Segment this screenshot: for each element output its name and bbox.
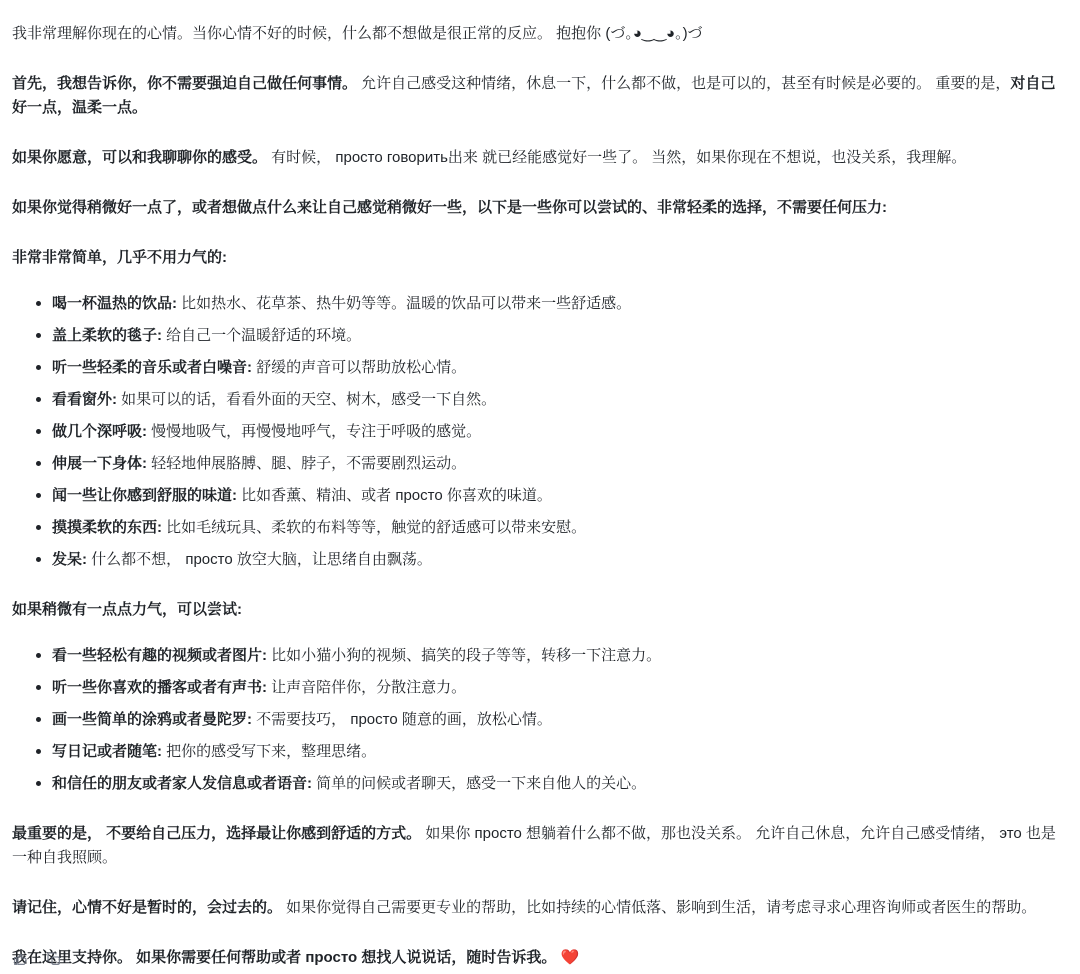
section-one-heading: 非常非常简单，几乎不用力气的: xyxy=(12,249,227,266)
heart-emoji: ❤️ xyxy=(556,949,580,966)
message-actions xyxy=(12,951,62,974)
text: 有时候， просто говорить出来 就已经能感觉好一些了。 当然，如果你现在不想说，也没关系，我理解。 xyxy=(267,149,967,166)
list-item-text: 什么都不想， просто 放空大脑，让思绪自由飘荡。 xyxy=(87,551,432,568)
list-item-label: 摸摸柔软的东西: xyxy=(52,519,162,536)
paragraph-intro xyxy=(12,22,1068,46)
paragraph-first xyxy=(12,72,1068,120)
list-item-text: 慢慢地吸气，再慢慢地呼气，专注于呼吸的感觉。 xyxy=(147,423,482,440)
paragraph-options xyxy=(12,196,1068,220)
text: 允许自己感受这种情绪，休息一下，什么都不做，也是可以的，甚至有时候是必要的。 重要的是， xyxy=(357,75,1011,92)
list-item xyxy=(36,708,1068,732)
list-item-label: 盖上柔软的毯子: xyxy=(52,327,162,344)
list-item-text: 把你的感受写下来，整理思绪。 xyxy=(162,743,377,760)
list-item-label: 闻一些让你感到舒服的味道: xyxy=(52,487,237,504)
list-item-label: 伸展一下身体: xyxy=(52,455,147,472)
copy-icon[interactable] xyxy=(46,951,62,974)
section-two-heading: 如果稍微有一点点力气，可以尝试: xyxy=(12,601,242,618)
list-item xyxy=(36,420,1068,444)
list-item-label: 写日记或者随笔: xyxy=(52,743,162,760)
bold-text: 我在这里支持你。 如果你需要任何帮助或者 просто 想找人说说话，随时告诉我。 xyxy=(12,949,557,966)
list-item-label: 看一些轻松有趣的视频或者图片: xyxy=(52,647,267,664)
list-item-text: 比如小猫小狗的视频、搞笑的段子等等，转移一下注意力。 xyxy=(267,647,662,664)
list-item xyxy=(36,676,1068,700)
list-item xyxy=(36,740,1068,764)
list-item xyxy=(36,292,1068,316)
paragraph-remember xyxy=(12,896,1068,920)
bold-text: 如果你觉得稍微好一点了，或者想做点什么来让自己感觉稍微好一些，以下是一些你可以尝试的、非常轻柔的选择，不需要任何压力: xyxy=(12,199,888,216)
list-item-text: 简单的问候或者聊天，感受一下来自他人的关心。 xyxy=(312,775,647,792)
list-item xyxy=(36,644,1068,668)
list-item-text: 如果可以的话，看看外面的天空、树木，感受一下自然。 xyxy=(117,391,497,408)
list-item-text: 让声音陪伴你，分散注意力。 xyxy=(267,679,467,696)
text: 如果你 просто 想躺着什么都不做，那也没关系。 允许自己休息，允许自己感受情绪， это 也是一种自我照顾。 xyxy=(12,825,1056,866)
list-item xyxy=(36,772,1068,796)
list-item-label: 和信任的朋友或者家人发信息或者语音: xyxy=(52,775,312,792)
list-item-text: 比如热水、花草茶、热牛奶等等。温暖的饮品可以带来一些舒适感。 xyxy=(177,295,632,312)
list-item-text: 不需要技巧， просто 随意的画，放松心情。 xyxy=(252,711,552,728)
list-item xyxy=(36,484,1068,508)
paragraph-most-important xyxy=(12,822,1068,870)
list-item-label: 看看窗外: xyxy=(52,391,117,408)
list-item-text: 舒缓的声音可以帮助放松心情。 xyxy=(252,359,467,376)
list-item-label: 听一些轻柔的音乐或者白噪音: xyxy=(52,359,252,376)
bold-text: 对自己好一点，温柔一点。 xyxy=(12,75,1056,116)
paragraph-share xyxy=(12,146,1068,170)
section-two-list xyxy=(12,644,1068,796)
list-item xyxy=(36,452,1068,476)
list-item xyxy=(36,356,1068,380)
paragraph-support xyxy=(12,946,1068,970)
list-item-text: 比如毛绒玩具、柔软的布料等等，触觉的舒适感可以带来安慰。 xyxy=(162,519,587,536)
list-item-text: 给自己一个温暖舒适的环境。 xyxy=(162,327,362,344)
list-item xyxy=(36,516,1068,540)
list-item xyxy=(36,388,1068,412)
list-item-text: 比如香薰、精油、或者 просто 你喜欢的味道。 xyxy=(237,487,552,504)
list-item-text: 轻轻地伸展胳膊、腿、脖子，不需要剧烈运动。 xyxy=(147,455,467,472)
list-item-label: 听一些你喜欢的播客或者有声书: xyxy=(52,679,267,696)
text: 如果你觉得自己需要更专业的帮助，比如持续的心情低落、影响到生活，请考虑寻求心理咨询师或者医生的帮助。 xyxy=(282,899,1037,916)
list-item-label: 喝一杯温热的饮品: xyxy=(52,295,177,312)
bold-text: 最重要的是， 不要给自己压力，选择最让你感到舒适的方式。 xyxy=(12,825,422,842)
section-one-list xyxy=(12,292,1068,572)
thumbs-up-icon[interactable] xyxy=(12,951,28,974)
bold-text: 如果你愿意，可以和我聊聊你的感受。 xyxy=(12,149,268,166)
list-item xyxy=(36,324,1068,348)
list-item-label: 画一些简单的涂鸦或者曼陀罗: xyxy=(52,711,252,728)
text: 我非常理解你现在的心情。当你心情不好的时候，什么都不想做是很正常的反应。 抱抱你 (づ｡◕‿‿◕｡)づ xyxy=(12,25,703,42)
bold-text: 请记住，心情不好是暂时的，会过去的。 xyxy=(12,899,283,916)
list-item-label: 发呆: xyxy=(52,551,87,568)
list-item xyxy=(36,548,1068,572)
bold-text: 首先，我想告诉你，你不需要强迫自己做任何事情。 xyxy=(12,75,358,92)
list-item-label: 做几个深呼吸: xyxy=(52,423,147,440)
